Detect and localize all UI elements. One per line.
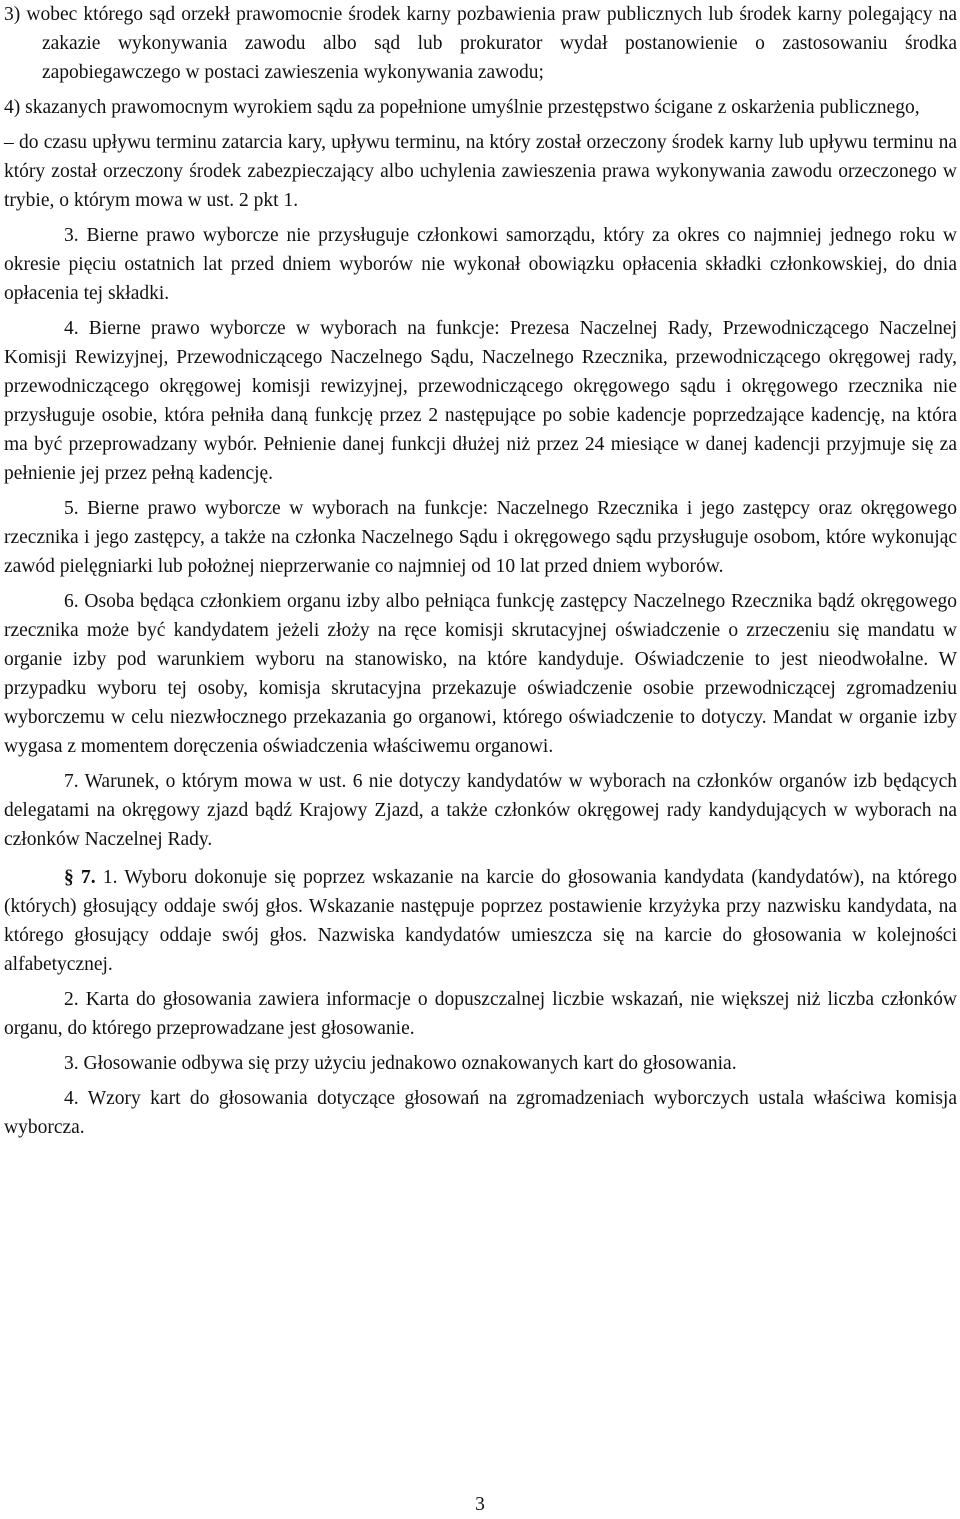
par-7-ust-3-paragraph: 3. Głosowanie odbywa się przy użyciu jednakowo oznakowanych kart do głosowania. bbox=[64, 1053, 737, 1074]
dash-clause-paragraph: – do czasu upływu terminu zatarcia kary, upływu terminu, na który został orzeczony środek karny lub upływu terminu na który został orzeczony środek zabezpieczający albo uchylenia zawieszenia prawa wykonywania zawodu orzeczonego w trybie, o którym mowa w ust. 2 pkt 1. bbox=[4, 132, 957, 211]
par-7-ust-1-paragraph bbox=[4, 863, 957, 979]
document-page bbox=[4, 0, 957, 1142]
ust-3-paragraph: 3. Bierne prawo wyborcze nie przysługuje członkowi samorządu, który za okres co najmniej jednego roku w okresie pięciu ostatnich lat przed dniem wyborów nie wykonał obowiązku opłacenia składki członkowskiej, do dnia opłacenia tej składki. bbox=[4, 225, 957, 304]
ust-5-paragraph: 5. Bierne prawo wyborcze w wyborach na funkcje: Naczelnego Rzecznika i jego zastępcy oraz okręgowego rzecznika i jego zastępcy, a także na członka Naczelnego Sądu i okręgowego sądu przysługuje osobom, które wykonując zawód pielęgniarki lub położnej nieprzerwanie co najmniej od 10 lat przed dniem wyborów. bbox=[4, 498, 957, 577]
par-7-ust-4-paragraph: 4. Wzory kart do głosowania dotyczące głosowań na zgromadzeniach wyborczych ustala właściwa komisja wyborcza. bbox=[4, 1088, 957, 1138]
par-7-ust-2-paragraph: 2. Karta do głosowania zawiera informacje o dopuszczalnej liczbie wskazań, nie większej niż liczba członków organu, do którego przeprowadzane jest głosowanie. bbox=[4, 989, 957, 1039]
par-7-label: § 7. bbox=[64, 867, 96, 888]
par-7-ust-1-text: 1. Wyboru dokonuje się poprzez wskazanie na karcie do głosowania kandydata (kandydatów), na którego (których) głosujący oddaje swój głos. Wskazanie następuje poprzez postawienie krzyżyka przy nazwisku kandydata, na którego głosujący oddaje swój głos. Nazwiska kandydatów umieszcza się na karcie do głosowania w kolejności alfabetycznej. bbox=[4, 867, 958, 975]
ust-4-paragraph: 4. Bierne prawo wyborcze w wyborach na funkcje: Prezesa Naczelnej Rady, Przewodniczącego Naczelnej Komisji Rewizyjnej, Przewodniczącego Naczelnego Sądu, Naczelnego Rzecznika, przewodniczącego okręgowej rady, przewodniczącego okręgowej komisji rewizyjnej, przewodniczącego okręgowego sądu i okręgowego rzecznika nie przysługuje osobie, która pełniła daną funkcję przez 2 następujące po sobie kadencje poprzedzające kadencję, na która ma być przeprowadzany wybór. Pełnienie danej funkcji dłużej niż przez 24 miesiące w danej kadencji przyjmuje się za pełnienie jej przez pełną kadencję. bbox=[4, 318, 957, 484]
item-3-paragraph: 3) wobec którego sąd orzekł prawomocnie środek karny pozbawienia praw publicznych lub środek karny polegający na zakazie wykonywania zawodu albo sąd lub prokurator wydał postanowienie o zastosowaniu środka zapobiegawczego w postaci zawieszenia wykonywania zawodu; bbox=[4, 4, 957, 83]
ust-6-paragraph: 6. Osoba będąca członkiem organu izby albo pełniąca funkcję zastępcy Naczelnego Rzecznika bądź okręgowego rzecznika może być kandydatem jeżeli złoży na ręce komisji skrutacyjnej oświadczenie o zrzeczeniu się mandatu w organie izby pod warunkiem wyboru na stanowisko, na które kandyduje. Oświadczenie to jest nieodwołalne. W przypadku wyboru tej osoby, komisja skrutacyjna przekazuje oświadczenie osobie przewodniczącej zgromadzeniu wyborczemu w celu niezwłocznego przekazania go organowi, którego oświadczenie to dotyczy. Mandat w organie izby wygasa z momentem doręczenia oświadczenia właściwemu organowi. bbox=[4, 591, 957, 757]
page-number: 3 bbox=[475, 1494, 485, 1515]
item-4-paragraph: 4) skazanych prawomocnym wyrokiem sądu za popełnione umyślnie przestępstwo ścigane z oskarżenia publicznego, bbox=[4, 97, 920, 118]
ust-7-paragraph: 7. Warunek, o którym mowa w ust. 6 nie dotyczy kandydatów w wyborach na członków organów izb będących delegatami na okręgowy zjazd bądź Krajowy Zjazd, a także członków okręgowej rady kandydujących w wyborach na członków Naczelnej Rady. bbox=[4, 771, 957, 850]
